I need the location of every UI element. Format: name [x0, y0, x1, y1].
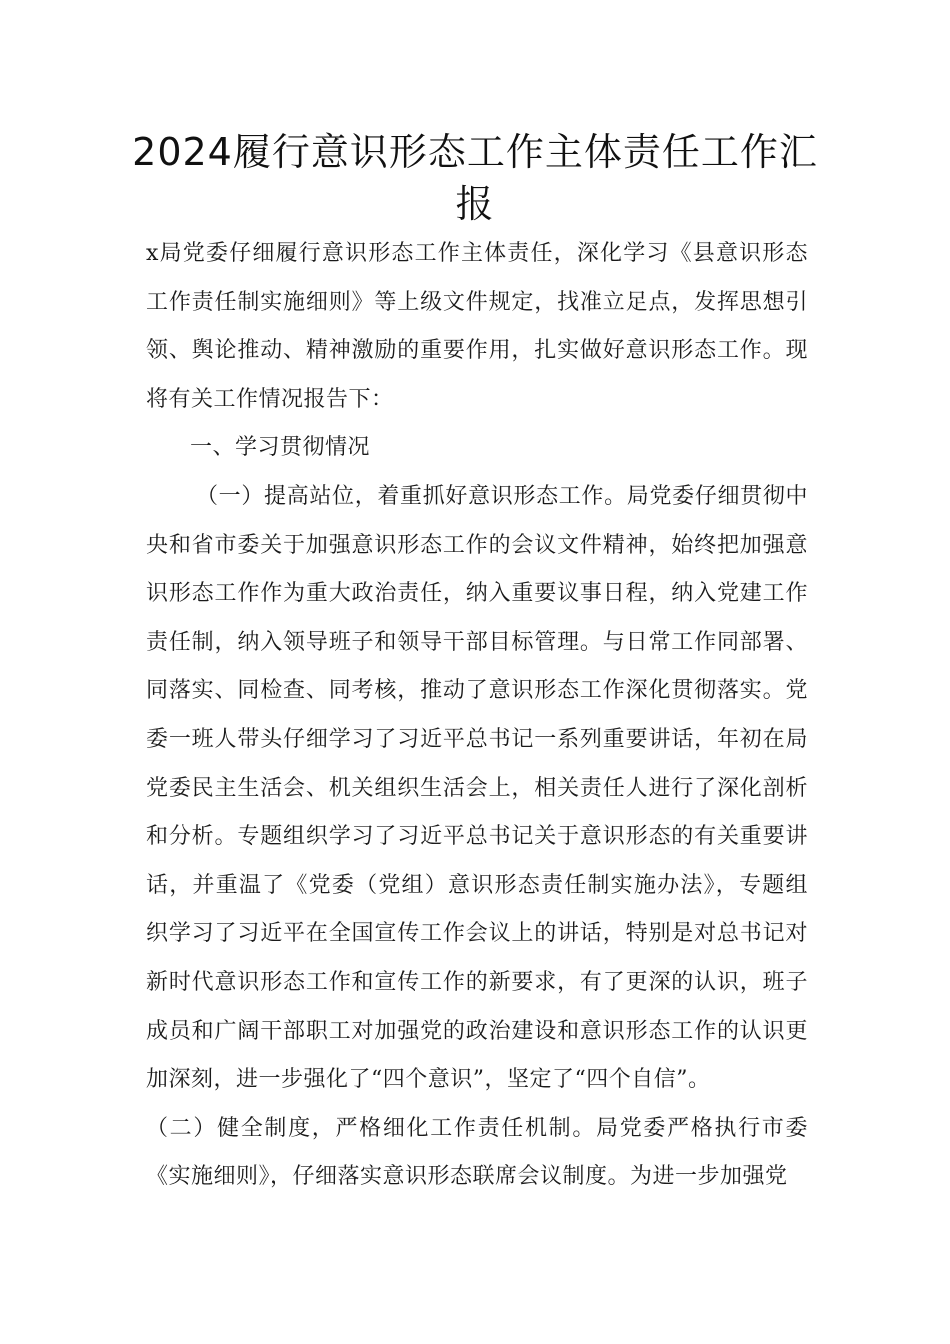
- document-title: 2024履行意识形态工作主体责任工作汇报: [132, 130, 818, 226]
- subsection-paragraph-2: （二）健全制度，严格细化工作责任机制。局党委严格执行市委《实施细则》，仔细落实意识形态联席会议制度。为进一步加强党: [146, 1115, 808, 1190]
- document-body: [146, 230, 808, 1202]
- intro-paragraph: x局党委仔细履行意识形态工作主体责任，深化学习《县意识形态工作责任制实施细则》等上级文件规定，找准立足点，发挥思想引领、舆论推动、精神激励的重要作用，扎实做好意识形态工作。现将有关工作情况报告下：: [146, 241, 808, 412]
- subsection-paragraph-1: （一）提高站位，着重抓好意识形态工作。局党委仔细贯彻中央和省市委关于加强意识形态工作的会议文件精神，始终把加强意识形态工作作为重大政治责任，纳入重要议事日程，纳入党建工作责任制，纳入领导班子和领导干部目标管理。与日常工作同部署、同落实、同检查、同考核，推动了意识形态工作深化贯彻落实。党委一班人带头仔细学习了习近平总书记一系列重要讲话，年初在局党委民主生活会、机关组织生活会上，相关责任人进行了深化剖析和分析。专题组织学习了习近平总书记关于意识形态的有关重要讲话，并重温了《党委（党组）意识形态责任制实施办法》，专题组织学习了习近平在全国宣传工作会议上的讲话，特别是对总书记对新时代意识形态工作和宣传工作的新要求，有了更深的认识，班子成员和广阔干部职工对加强党的政治建设和意识形态工作的认识更加深刻，进一步强化了“四个意识”，坚定了“四个自信”。: [146, 483, 808, 1093]
- section-heading: 一、学习贯彻情况: [190, 435, 371, 461]
